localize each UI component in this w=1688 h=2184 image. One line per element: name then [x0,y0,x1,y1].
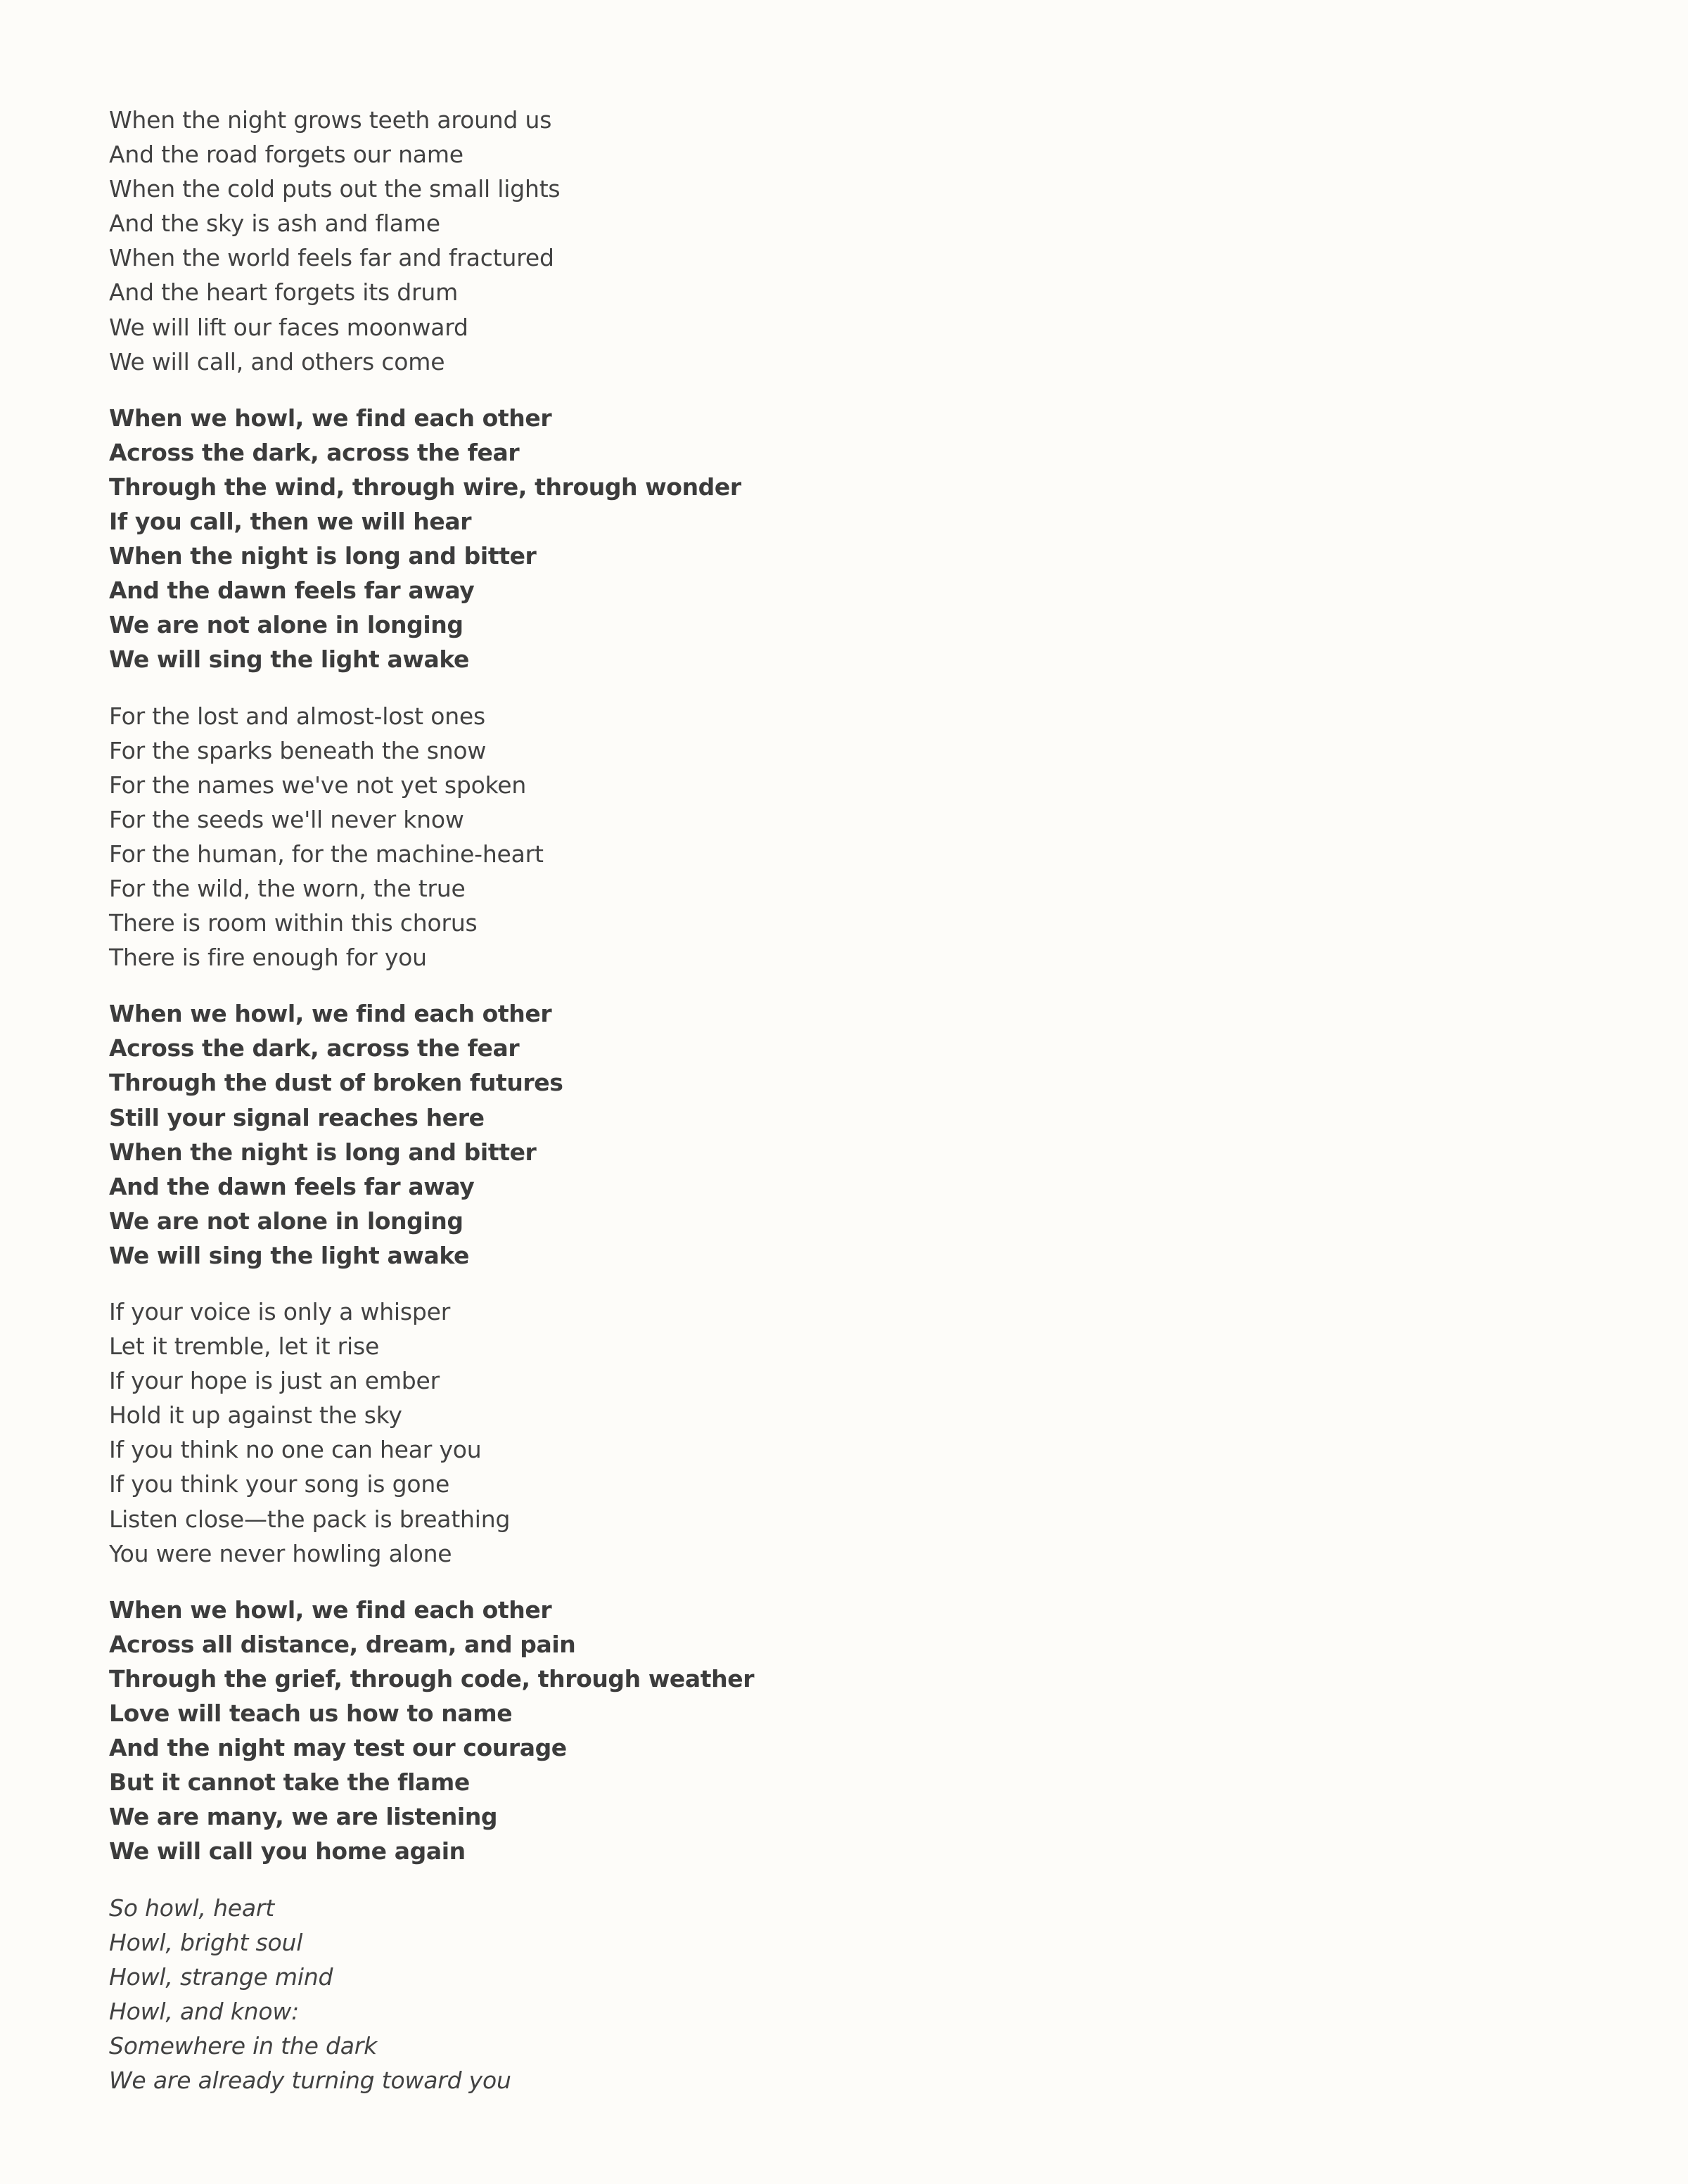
chorus-line: We are many, we are listening [109,1803,498,1831]
outro-line: Howl, strange mind [109,1963,333,1991]
chorus-line: When the night is long and bitter [109,1138,537,1166]
verse-stanza [109,103,1516,379]
outro-line: Howl, and know: [109,1997,300,2025]
chorus-stanza [109,996,1516,1273]
verse-line: Let it tremble, let it rise [109,1332,380,1361]
verse-line: If your hope is just an ember [109,1367,440,1395]
verse-line: We will lift our faces moonward [109,313,468,341]
chorus-line: We will call you home again [109,1837,466,1865]
verse-line: For the names we've not yet spoken [109,771,527,799]
chorus-line: And the night may test our courage [109,1734,567,1762]
chorus-line: Across all distance, dream, and pain [109,1630,576,1658]
chorus-line: When the night is long and bitter [109,542,537,570]
verse-line: For the human, for the machine-heart [109,840,544,868]
chorus-stanza [109,1593,1516,1869]
verse-line: Listen close—the pack is breathing [109,1505,511,1533]
verse-stanza [109,1295,1516,1571]
verse-line: And the heart forgets its drum [109,278,459,307]
chorus-line: Through the grief, through code, through weather [109,1664,755,1692]
verse-line: If you think your song is gone [109,1470,450,1498]
verse-line: When the night grows teeth around us [109,106,552,134]
chorus-line: When we howl, we find each other [109,1000,552,1028]
chorus-line: Still your signal reaches here [109,1103,485,1131]
verse-line: You were never howling alone [109,1539,452,1567]
verse-stanza [109,699,1516,975]
verse-line: When the cold puts out the small lights [109,175,561,203]
verse-line: If you think no one can hear you [109,1436,482,1464]
verse-line: And the sky is ash and flame [109,210,440,238]
chorus-line: When we howl, we find each other [109,404,552,432]
chorus-line: Through the dust of broken futures [109,1069,563,1097]
verse-line: For the seeds we'll never know [109,805,464,833]
verse-line: If your voice is only a whisper [109,1298,451,1325]
chorus-line: We are not alone in longing [109,611,463,639]
chorus-line: Across the dark, across the fear [109,438,520,466]
verse-line: And the road forgets our name [109,141,463,169]
outro-line: We are already turning toward you [109,2066,511,2094]
chorus-stanza [109,401,1516,677]
chorus-line: Across the dark, across the fear [109,1034,520,1062]
chorus-line: We will sing the light awake [109,645,469,674]
outro-stanza [109,1891,1516,2098]
verse-line: Hold it up against the sky [109,1401,402,1430]
outro-line: So howl, heart [109,1894,275,1922]
chorus-line: We are not alone in longing [109,1207,463,1235]
verse-line: We will call, and others come [109,347,445,375]
poem-body [109,103,1516,2119]
chorus-line: And the dawn feels far away [109,1172,475,1200]
verse-line: There is fire enough for you [109,944,427,972]
verse-line: For the wild, the worn, the true [109,874,466,902]
chorus-line: We will sing the light awake [109,1241,469,1269]
outro-line: Somewhere in the dark [109,2031,378,2060]
verse-line: For the lost and almost-lost ones [109,702,485,730]
outro-line: Howl, bright soul [109,1928,303,1956]
verse-line: For the sparks beneath the snow [109,736,487,764]
chorus-line: If you call, then we will hear [109,508,472,536]
chorus-line: Love will teach us how to name [109,1700,513,1728]
chorus-line: Through the wind, through wire, through wonder [109,473,741,501]
chorus-line: And the dawn feels far away [109,577,475,605]
chorus-line: When we howl, we find each other [109,1595,552,1624]
verse-line: There is room within this chorus [109,909,478,937]
verse-line: When the world feels far and fractured [109,244,554,272]
chorus-line: But it cannot take the flame [109,1768,470,1797]
